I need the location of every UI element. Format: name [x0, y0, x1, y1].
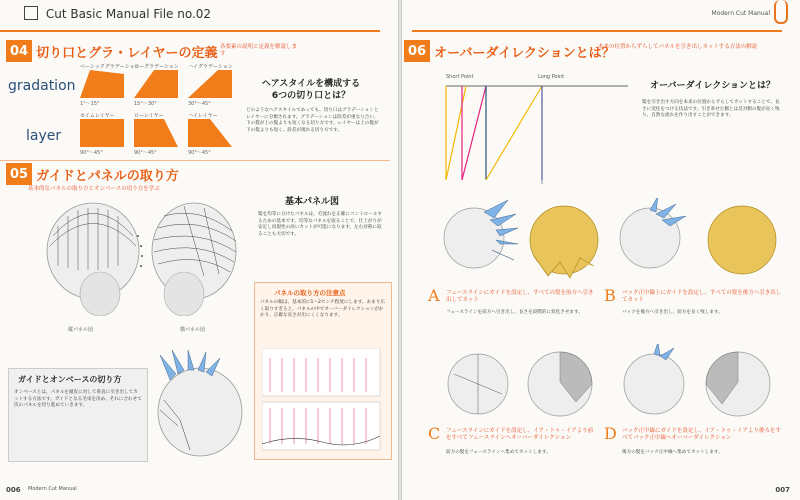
layer-shape-1 [80, 119, 124, 147]
document-icon [24, 6, 38, 20]
item-a-text: フェースラインを前方へ引き出し、長さを段階的に変化させます。 [446, 310, 583, 315]
section-06-title [404, 40, 615, 62]
head-c1 [438, 344, 518, 428]
section-05-title [6, 163, 179, 185]
head-horizontal-panels [144, 196, 244, 320]
layer-cap-2: ローレイヤー [134, 113, 164, 119]
panel-diagram [262, 348, 382, 456]
item-c-letter: C [428, 424, 441, 443]
caption-vertical: 縦パネル図 [68, 327, 94, 333]
section-05-subtitle: 基本的なパネルの取り方とオンベースの切り方を学ぶ [28, 186, 160, 192]
head-b1 [614, 198, 694, 282]
item-c-text: 前方の髪をフェースラインへ集めてカットします。 [446, 450, 551, 455]
book-title: Cut Basic Manual File no.02 [45, 7, 212, 21]
short-point-label: Short Point [446, 74, 474, 80]
grad-shape-3 [188, 70, 232, 98]
left-page-number: 006 [6, 486, 21, 494]
item-d-caption: バック正中線にガイドを設定し、イア・トゥ・イアより後ろをすべてバック正中線へオーバーダイレクション [622, 428, 781, 441]
section-06-box-text: 髪を引き出す方向を本来の位置からずらしてカットすることで、長さに変化をつける技法です。引き寄せた側とは反対側の髪が長く残り、自然な流れを作り出すことができます。 [642, 100, 780, 119]
right-header: Modern Cut Manual [711, 10, 770, 17]
section-06-box-title: オーバーダイレクションとは？ [650, 81, 776, 91]
panel-note-title: パネルの取り方の注意点 [274, 289, 346, 297]
panel-note-text: パネルの幅は、基本的に1〜2センチ程度にします。あまり広く取りすぎると、パネルの中でオーバーダイレクションがかかり、正確な長さが出にくくなります。 [260, 300, 385, 319]
grad-deg-1: 1°〜15° [80, 101, 100, 107]
head-a2 [520, 196, 610, 290]
grad-cap-1: ベーシックグラデーション [80, 64, 140, 70]
guide-title: ガイドとオンベースの切り方 [18, 375, 122, 384]
right-page-number: 007 [775, 486, 790, 494]
section-06-number: 06 [404, 40, 430, 62]
item-d-letter: D [604, 424, 617, 443]
layer-deg-3: 90°〜45° [188, 150, 211, 156]
head-a1 [438, 198, 518, 282]
section-05-box-text: 髪を均等に分けたパネルは、毛流れを正確にコントロールするための基本です。均等なパネルを取ることで、仕上がりが安定し再現性の高いカットが可能になります。左右対称に取ることも大切です。 [258, 212, 382, 237]
right-page [402, 0, 800, 500]
section-04-number: 04 [6, 40, 32, 62]
item-c-caption: フェースラインにガイドを設定し、イア・トゥ・イアより前をすべてフェースラインへオーバーダイレクション [446, 428, 594, 441]
left-page [0, 0, 398, 500]
item-b-letter: B [604, 286, 616, 305]
section-divider [0, 160, 390, 161]
layer-cap-3: ハイレイヤー [188, 113, 218, 119]
section-06-subtitle: 本来の位置からずらしてパネルを引き出しカットする方法の解説 [598, 44, 758, 50]
grad-deg-2: 15°〜30° [134, 101, 157, 107]
overdirection-diagram [442, 80, 632, 194]
grad-cap-2: ローグラデーション [134, 64, 179, 70]
grad-shape-2 [134, 70, 178, 98]
grad-cap-3: ハイグラデーション [188, 64, 233, 70]
left-footer: Modern Cut Manual [28, 486, 77, 492]
item-a-letter: A [428, 286, 440, 305]
item-b-caption: バック正中線上にガイドを設定し、すべての髪を後方へ引き出してカット [622, 290, 782, 303]
grad-deg-3: 30°〜45° [188, 101, 211, 107]
item-b-text: バックを後方へ引き出し、前方を長く残します。 [622, 310, 723, 315]
layer-label: layer [26, 128, 62, 144]
layer-shape-3 [188, 119, 232, 147]
grad-shape-1 [80, 70, 124, 98]
guide-text: オンベースとは、パネルを頭皮に対して垂直に引き出してカットする方法です。ガイドとなる毛束を決め、それに合わせて次のパネルを切り進めていきます。 [14, 390, 142, 409]
head-d2 [698, 342, 778, 430]
paperclip-icon [774, 0, 788, 24]
right-header-rule [412, 30, 782, 32]
item-d-text: 後方の髪をバック正中線へ集めてカットします。 [622, 450, 723, 455]
item-a-caption: フェースラインにガイドを設定し、すべての髪を前方へ引き出してカット [446, 290, 594, 303]
section-04-box-text: どのようなヘアスタイルであっても、切り口はグラデーションとレイヤーに分類されます。グラデーションは段差が重なり合い、下の髪が上の髪よりも短くなる切り方です。レイヤーは上の髪が下の髪よりも短く、段差が現れる切り方です。 [246, 108, 379, 133]
gradation-label: gradation [8, 78, 76, 94]
layer-deg-2: 90°〜45° [134, 150, 157, 156]
layer-deg-1: 90°〜45° [80, 150, 103, 156]
long-point-label: Long Point [538, 74, 565, 80]
section-06-heading: オーバーダイレクションとは？ [434, 45, 615, 61]
head-c2 [520, 342, 600, 430]
section-04-title [6, 40, 217, 62]
book-header [24, 6, 211, 21]
head-d1 [614, 344, 694, 428]
section-04-heading: 切り口とグラ・レイヤーの定義 [36, 45, 218, 61]
head-b2 [698, 196, 788, 290]
section-04-subtitle: 各要素の説明と定義を解説します [220, 44, 298, 57]
layer-shape-2 [134, 119, 178, 147]
head-vertical-panels [38, 196, 148, 320]
layer-cap-1: セイムレイヤー [80, 113, 115, 119]
section-05-heading: ガイドとパネルの取り方 [36, 168, 179, 184]
section-05-number: 05 [6, 163, 32, 185]
section-04-box-title: ヘアスタイルを構成する 6つの切り口とは？ [261, 79, 361, 101]
section-05-box-title: 基本パネル図 [284, 197, 339, 207]
header-rule [0, 30, 380, 32]
caption-horizontal: 横パネル図 [180, 327, 206, 333]
head-onbase [150, 350, 250, 464]
